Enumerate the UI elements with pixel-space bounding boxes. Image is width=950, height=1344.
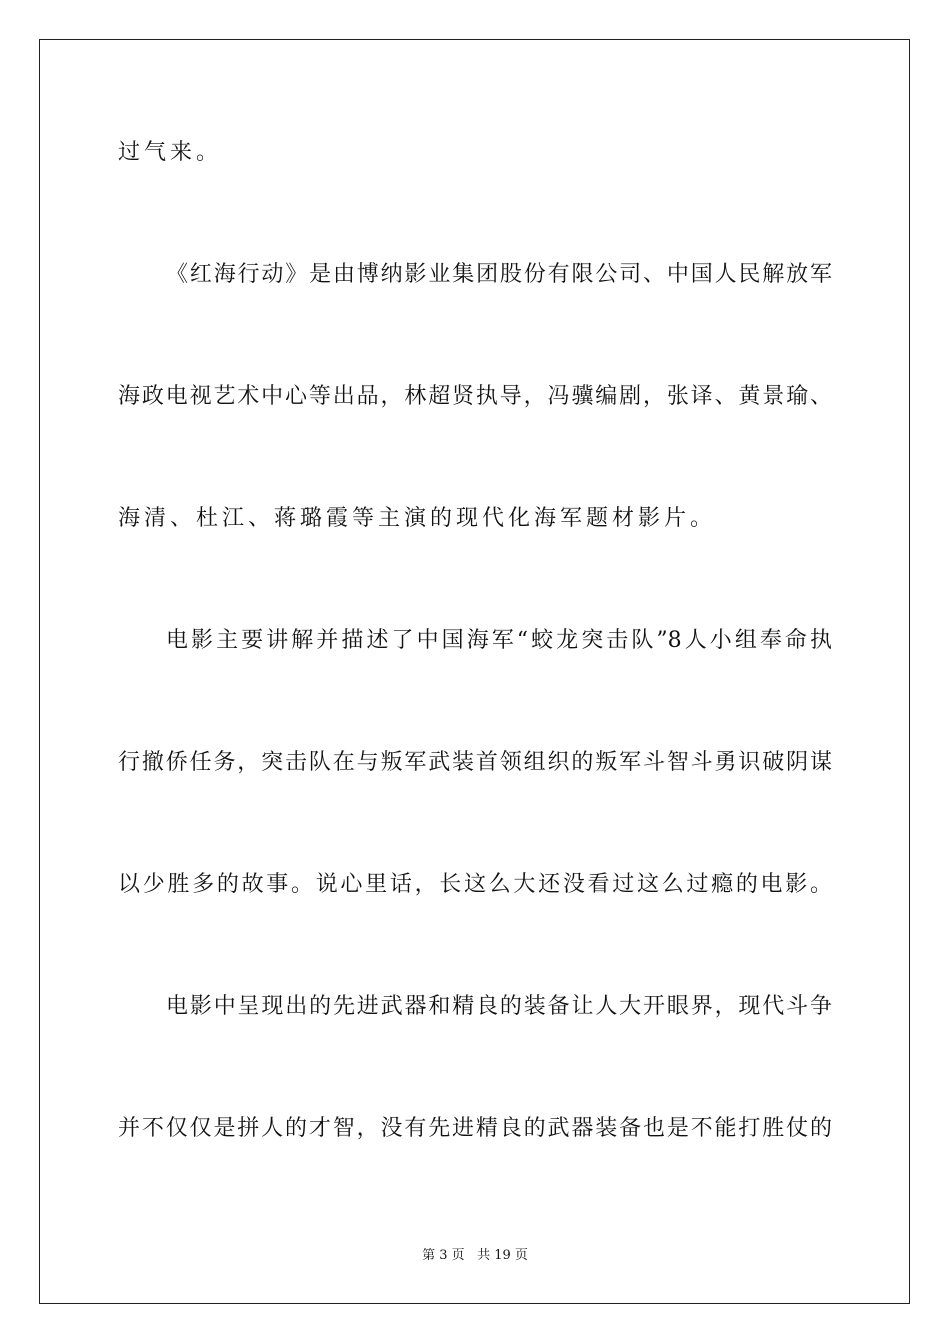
page-footer [0, 1248, 950, 1264]
paragraph-line: 以少胜多的故事。说心里话，长这么大还没看过这么过瘾的电影。 [118, 872, 832, 897]
paragraph-line: 《红海行动》是由博纳影业集团股份有限公司、中国人民解放军 [166, 262, 832, 287]
paragraph-line: 过气来。 [118, 140, 223, 165]
paragraph-line: 并不仅仅是拼人的才智，没有先进精良的武器装备也是不能打胜仗的 [118, 1116, 832, 1141]
paragraph-line: 电影主要讲解并描述了中国海军“蛟龙突击队”8人小组奉命执 [166, 628, 832, 653]
page-number: 第 3 页 [422, 1248, 465, 1263]
page-border [39, 39, 910, 1304]
page-total: 共 19 页 [477, 1248, 528, 1263]
paragraph-line: 海清、杜江、蒋璐霞等主演的现代化海军题材影片。 [118, 506, 717, 531]
paragraph-line: 海政电视艺术中心等出品，林超贤执导，冯骥编剧，张译、黄景瑜、 [118, 384, 832, 409]
paragraph-line: 电影中呈现出的先进武器和精良的装备让人大开眼界，现代斗争 [166, 994, 832, 1019]
paragraph-line: 行撤侨任务，突击队在与叛军武装首领组织的叛军斗智斗勇识破阴谋 [118, 750, 832, 775]
